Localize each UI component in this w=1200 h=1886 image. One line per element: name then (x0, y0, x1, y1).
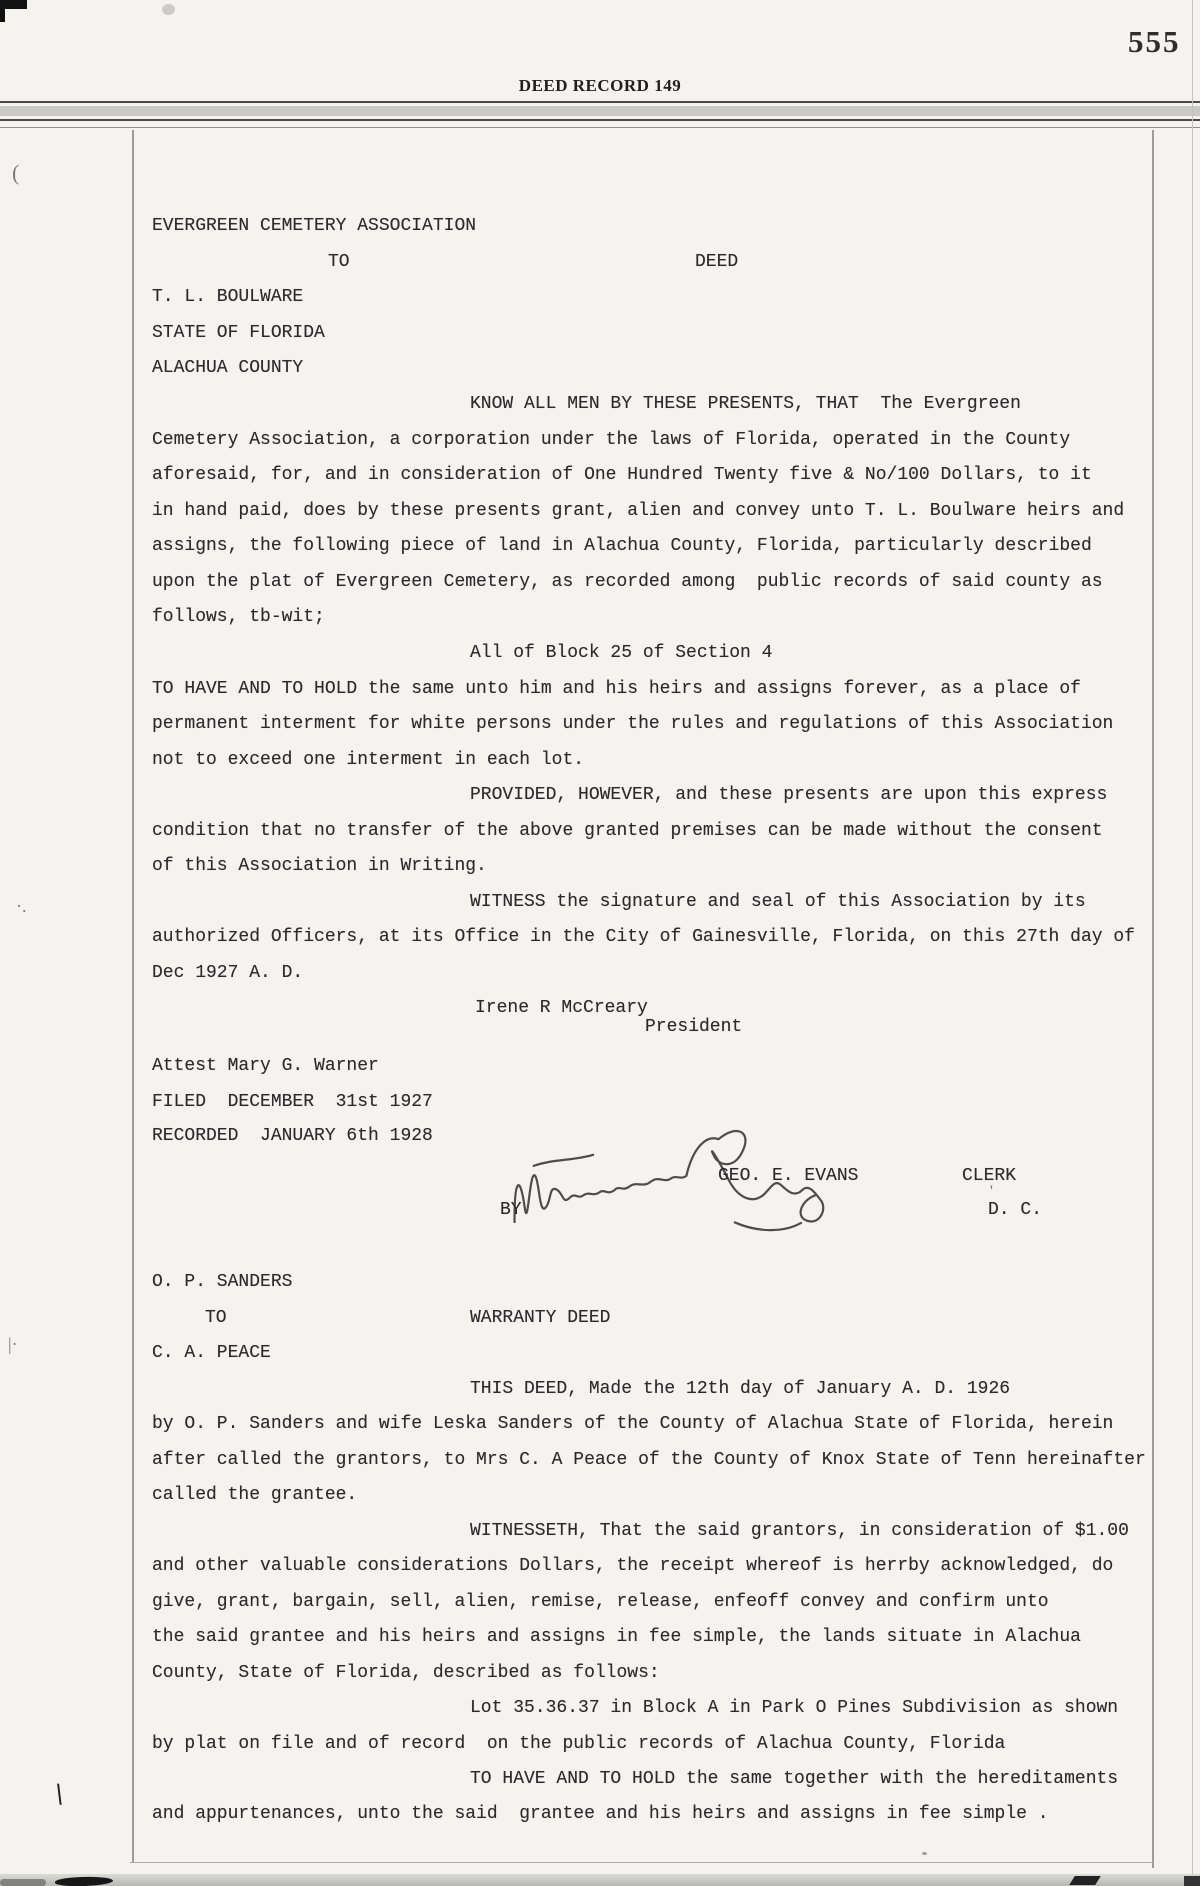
deed2-body-line: by O. P. Sanders and wife Leska Sanders of the County of Alachua State of Florida, herein (152, 1414, 1114, 1434)
deed1-body-line: authorized Officers, at its Office in the City of Gainesville, Florida, on this 27th day of (152, 927, 1135, 947)
deed1-body-line: aforesaid, for, and in consideration of One Hundred Twenty five & No/100 Dollars, to it (152, 465, 1092, 485)
deed1-body-line: not to exceed one interment in each lot. (152, 750, 585, 770)
deed1-body-line: TO HAVE AND TO HOLD the same unto him and his heirs and assigns forever, as a place of (152, 679, 1081, 699)
bottom-corner-mark (1184, 1876, 1200, 1886)
deed1-body-line: Dec 1927 A. D. (152, 963, 304, 983)
deed2-property-description: Lot 35.36.37 in Block A in Park O Pines Subdivision as shown (470, 1698, 1119, 1718)
deed1-recorded-line: RECORDED JANUARY 6th 1928 (152, 1126, 433, 1146)
deed1-attest-line: Attest Mary G. Warner (152, 1056, 379, 1076)
deed1-county-line: ALACHUA COUNTY (152, 358, 304, 378)
page-edge-rule (1192, 0, 1193, 1886)
left-margin-rule (132, 130, 134, 1862)
deed2-to-label: TO (205, 1308, 227, 1328)
book-title: DEED RECORD 149 (518, 76, 682, 95)
deed1-body-line: PROVIDED, HOWEVER, and these presents are upon this express (470, 785, 1108, 805)
deed2-body-line: THIS DEED, Made the 12th day of January A. D. 1926 (470, 1379, 1011, 1399)
deed1-president-title: President (645, 1017, 743, 1037)
deed1-body-line: follows, tb-wit; (152, 607, 325, 627)
deputy-clerk-signature (502, 1119, 868, 1258)
deed1-filed-line: FILED DECEMBER 31st 1927 (152, 1092, 433, 1112)
deed2-body-line: and appurtenances, unto the said grantee and his heirs and assigns in fee simple . (152, 1804, 1049, 1824)
deed1-body-line: permanent interment for white persons under the rules and regulations of this Association (152, 714, 1114, 734)
deed2-body-line: County, State of Florida, described as follows: (152, 1663, 660, 1683)
deed2-grantee: C. A. PEACE (152, 1343, 271, 1363)
deed1-grantee: T. L. BOULWARE (152, 287, 304, 307)
deed1-president-name: Irene R McCreary (475, 998, 648, 1018)
deed1-to-label: TO (328, 252, 350, 272)
deed2-body-line: WITNESSETH, That the said grantors, in consideration of $1.00 (470, 1521, 1129, 1541)
deed2-body-line: give, grant, bargain, sell, alien, remise, release, enfeoff convey and confirm unto (152, 1592, 1049, 1612)
deed1-body-line: WITNESS the signature and seal of this Association by its (470, 892, 1086, 912)
deed1-body-line: in hand paid, does by these presents grant, alien and convey unto T. L. Boulware heirs and (152, 501, 1125, 521)
deed2-body-line: after called the grantors, to Mrs C. A Peace of the County of Knox State of Tenn hereinafter (152, 1450, 1146, 1470)
margin-paren-mark: ( (12, 160, 20, 185)
horizontal-rule-band (0, 106, 1200, 116)
deed1-body-line: condition that no transfer of the above granted premises can be made without the consent (152, 821, 1103, 841)
deed1-body-line: assigns, the following piece of land in Alachua County, Florida, particularly described (152, 536, 1092, 556)
smudge-artifact (162, 4, 175, 15)
right-margin-rule (1152, 130, 1154, 1868)
deed2-body-line: called the grantee. (152, 1485, 358, 1505)
handwritten-check-mark: \ (51, 1777, 67, 1812)
page-number: 555 (1128, 24, 1181, 59)
deputy-clerk-label: D. C. (988, 1200, 1043, 1220)
deed1-body-line: Cemetery Association, a corporation under the laws of Florida, operated in the County (152, 430, 1071, 450)
clerk-apostrophe-mark: ' (990, 1183, 993, 1200)
horizontal-rule-top (0, 101, 1200, 103)
deed1-property-description: All of Block 25 of Section 4 (470, 643, 773, 663)
deed1-instrument-label: DEED (695, 252, 739, 272)
deed1-body-line: KNOW ALL MEN BY THESE PRESENTS, THAT The Evergreen (470, 394, 1021, 414)
margin-tick-mark: |· (8, 1334, 18, 1354)
deed1-body-line: upon the plat of Evergreen Cemetery, as recorded among public records of said county as (152, 572, 1103, 592)
deed1-state-line: STATE OF FLORIDA (152, 323, 325, 343)
deed2-grantor: O. P. SANDERS (152, 1272, 293, 1292)
bottom-smear-artifact (0, 1879, 46, 1886)
bottom-page-rule (130, 1862, 1154, 1863)
horizontal-rule-bottom (0, 119, 1200, 121)
deed2-body-line: TO HAVE AND TO HOLD the same together with the hereditaments (470, 1769, 1119, 1789)
deed1-body-line: of this Association in Writing. (152, 856, 487, 876)
bottom-scan-edge (0, 1874, 1200, 1886)
horizontal-rule-thin (0, 127, 1200, 128)
deed2-instrument-label: WARRANTY DEED (470, 1308, 611, 1328)
clerk-name: GEO. E. EVANS (718, 1166, 859, 1186)
deed2-body-line: by plat on file and of record on the public records of Alachua County, Florida (152, 1734, 1006, 1754)
scan-corner-mark-vertical (0, 0, 5, 22)
bottom-dot-artifact (922, 1852, 927, 1855)
deed1-grantor: EVERGREEN CEMETERY ASSOCIATION (152, 216, 477, 236)
deed2-body-line: the said grantee and his heirs and assigns in fee simple, the lands situate in Alachua (152, 1627, 1081, 1647)
clerk-title: CLERK (962, 1166, 1017, 1186)
clerk-by-label: BY (500, 1200, 522, 1220)
margin-dots-mark: ·. (16, 896, 27, 916)
deed2-body-line: and other valuable considerations Dollars, the receipt whereof is herrby acknowledged, do (152, 1556, 1114, 1576)
